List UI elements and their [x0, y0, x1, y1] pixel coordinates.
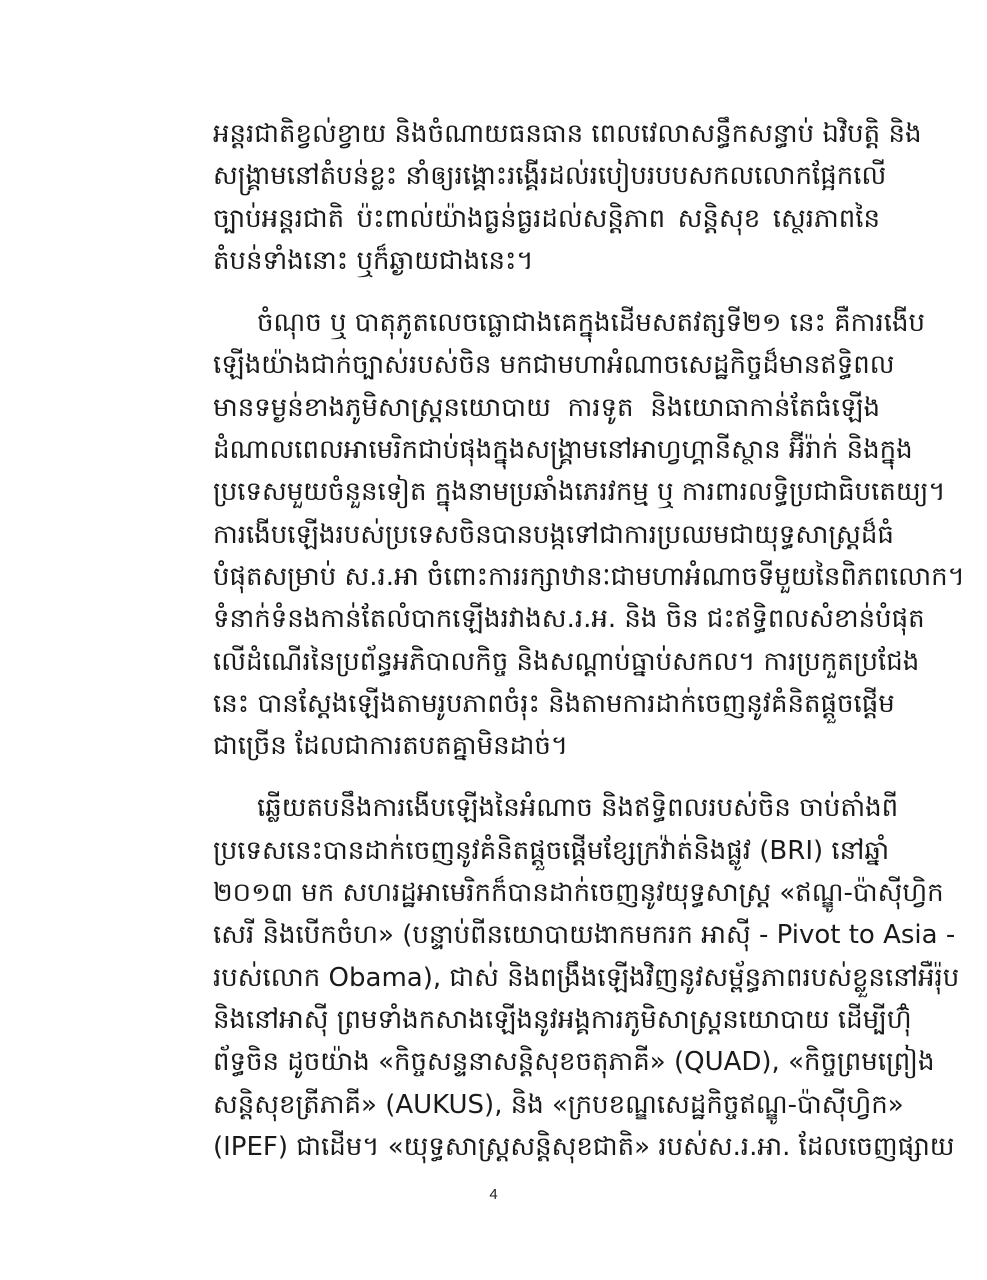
text-line: សង្គ្រាមនៅតំបន់ខ្លះ នាំឲ្យរង្គោះរង្គើរដល់របៀបរបបសកលលោកផ្អែកលើ — [213, 161, 887, 192]
text-line: របស់លោក Obama), ជាស់ និងពង្រឹងឡើងវិញនូវសម្ព័ន្ធភាពរបស់ខ្លួននៅអឺរ៉ុប — [213, 962, 960, 993]
text-line: ទំនាក់ទំនងកាន់តែលំបាកឡើងរវាងស.រ.អ. និង ចិន ជះឥទ្ធិពលសំខាន់បំផុត — [213, 604, 925, 635]
text-line: (IPEF) ជាដើម។ «យុទ្ធសាស្ត្រសន្តិសុខជាតិ» របស់ស.រ.អា. ដែលចេញផ្សាយ — [213, 1131, 955, 1162]
paragraph — [213, 787, 960, 1168]
text-line: សេរី និងបើកចំហ» (បន្ទាប់ពីនយោបាយងាកមករក អាស៊ី - Pivot to Asia - — [213, 920, 956, 951]
text-line: សន្តិសុខត្រីភាគី» (AUKUS), និង «ក្របខណ្ឌសេដ្ឋកិច្ចឥណ្ឌូ-ប៉ាស៊ីហ្វិក» — [213, 1089, 904, 1120]
text-line: តំបន់ទាំងនោះ ឬក៏ឆ្ងាយជាងនេះ។ — [213, 245, 534, 276]
text-line: ច្បាប់អន្តរជាតិ ប៉ះពាល់យ៉ាងធ្ងន់ធ្ងរដល់សន្តិភាព សន្តិសុខ ស្ថេរភាពនៃ — [213, 203, 880, 234]
page-number: 4 — [489, 1186, 498, 1203]
text-line: ការងើបឡើងរបស់ប្រទេសចិនបានបង្កទៅជាការប្រឈមជាយុទ្ធសាស្ត្រដ៏ធំ — [213, 519, 894, 550]
text-line: បំផុតសម្រាប់ ស.រ.អា ចំពោះការរក្សាឋានៈជាមហាអំណាចទីមួយនៃពិភពលោក។ — [213, 561, 965, 592]
paragraph — [213, 302, 965, 767]
text-line: ឆ្លើយតបនឹងការងើបឡើងនៃអំណាច និងឥទ្ធិពលរបស់ចិន ចាប់តាំងពី — [257, 793, 899, 824]
text-line: មានទម្ងន់ខាងភូមិសាស្ត្រនយោបាយ ការទូត និងយោធាកាន់តែធំឡើង — [213, 392, 880, 423]
text-line: និងនៅអាស៊ី ព្រមទាំងកសាងឡើងនូវអង្គការភូមិសាស្ត្រនយោបាយ ដើម្បីហ៊ុំ — [213, 1004, 912, 1035]
text-line: លើដំណើរនៃប្រព័ន្ធអភិបាលកិច្ច និងសណ្តាប់ធ្នាប់សកល។ ការប្រកួតប្រជែង — [213, 646, 920, 677]
paragraph — [213, 113, 922, 282]
text-line: នេះ បានស្តែងឡើងតាមរូបភាពចំរុះ និងតាមការដាក់ចេញនូវគំនិតផ្តួចផ្តើម — [213, 688, 895, 719]
text-line: ព័ទ្ធចិន ដូចយ៉ាង «កិច្ចសន្ទនាសន្តិសុខចតុភាគី» (QUAD), «កិច្ចព្រមព្រៀង — [213, 1047, 935, 1078]
text-line: ជាច្រើន ដែលជាការតបតគ្នាមិនដាច់។ — [213, 731, 568, 762]
text-line: ប្រទេសនេះបានដាក់ចេញនូវគំនិតផ្តួចផ្តើមខ្សែក្រវ៉ាត់និងផ្លូវ (BRI) នៅឆ្នាំ — [213, 835, 890, 866]
text-line: ប្រទេសមួយចំនួនទៀត ក្នុងនាមប្រឆាំងភេរវកម្ម ឬ ការពារលទ្ធិប្រជាធិបតេយ្យ។ — [213, 477, 946, 508]
text-line: ឡើងយ៉ាងជាក់ច្បាស់របស់ចិន មកជាមហាអំណាចសេដ្ឋកិច្ចដ៏មានឥទ្ធិពល — [213, 350, 895, 381]
text-line: ២០១៣ មក សហរដ្ឋអាមេរិកក៏បានដាក់ចេញនូវយុទ្ធសាស្ត្រ «ឥណ្ឌូ-ប៉ាស៊ីហ្វិក — [213, 878, 944, 909]
text-line: ដំណាលពេលអាមេរិកជាប់ផុងក្នុងសង្គ្រាមនៅអាហ្វហ្គានីស្ថាន អ៊ីរ៉ាក់ និងក្នុង — [213, 435, 913, 466]
text-line: អន្តរជាតិខ្វល់ខ្វាយ និងចំណាយធនធាន ពេលវេលាសន្ធឹកសន្ធាប់ ឯវិបត្តិ និង — [213, 119, 922, 149]
text-line: ចំណុច ឬ បាតុភូតលេចធ្លោជាងគេក្នុងដើមសតវត្សទី២១ នេះ គឺការងើប — [257, 308, 925, 339]
body-text — [213, 113, 965, 1188]
